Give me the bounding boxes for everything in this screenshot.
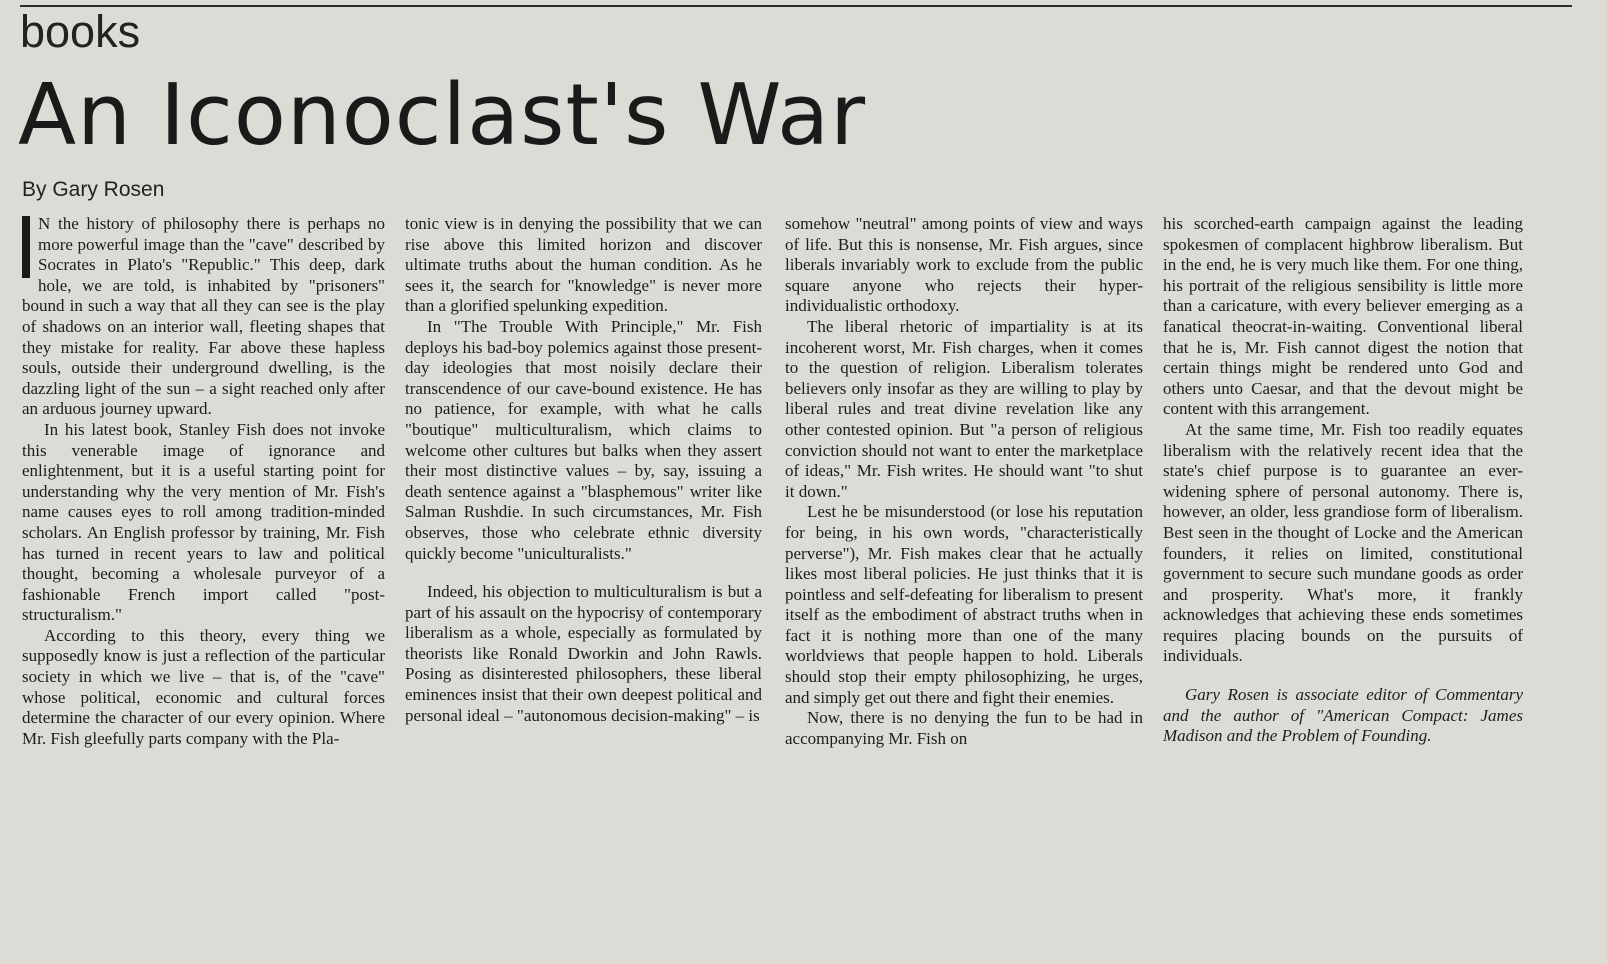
paragraph: tonic view is in denying the possibility that we can rise above this limited horizon and discover ultimate truths about the human condition. As he sees it, the search for "knowledge" is never more than a glorified spelunking expedition. — [405, 214, 762, 316]
article-headline: An Iconoclast's War — [18, 66, 867, 165]
paragraph: The liberal rhetoric of impartiality is at its incoherent worst, Mr. Fish charges, when it comes to the question of religion. Liberalism tolerates believers only insofar as they are willing to play by liberal rules and treat divine revelation like any other contested opinion. But "a person of religious conviction should not want to enter the marketplace of ideas," Mr. Fish writes. He should want "to shut it down." — [785, 316, 1143, 501]
article-column-1 — [22, 214, 385, 954]
article-column-2 — [405, 214, 762, 954]
top-rule — [20, 5, 1572, 7]
paragraph: his scorched-earth campaign against the leading spokesmen of complacent highbrow liberalism. But in the end, he is very much like them. For one thing, his portrait of the religious sensibility is little more than a caricature, with every believer emerging as a fanatical theocrat-in-waiting. Conventional liberal that he is, Mr. Fish cannot digest the notion that certain things might be rendered unto God and others unto Caesar, and that the devout might be content with this arrangement. — [1163, 214, 1523, 419]
paragraph: At the same time, Mr. Fish too readily equates liberalism with the relatively recent idea that the state's chief purpose is to guarantee an ever-widening sphere of personal autonomy. There is, however, an older, less grandiose form of liberalism. Best seen in the thought of Locke and the American founders, it relies on limited, constitutional government to secure such mundane goods as order and prosperity. What's more, it frankly acknowledges that achieving these ends sometimes requires placing bounds on the pursuits of individuals. — [1163, 419, 1523, 666]
paragraph: N the history of philosophy there is perhaps no more powerful image than the "cave" described by Socrates in Plato's "Republic." This deep, dark hole, we are told, is inhabited by "prisoners" bound in such a way that all they can see is the play of shadows on an interior wall, fleeting shapes that they mistake for reality. Far above these hapless souls, outside their underground dwelling, is the dazzling light of the sun – a sight reached only after an arduous journey upward. — [22, 214, 385, 419]
paragraph: somehow "neutral" among points of view and ways of life. But this is nonsense, Mr. Fish argues, since liberals invariably work to exclude from the public square anyone who rejects their hyper-individualistic orthodoxy. — [785, 214, 1143, 316]
paragraph: In "The Trouble With Principle," Mr. Fish deploys his bad-boy polemics against those present-day ideologies that most noisily declare their transcendence of our cave-bound existence. He has no patience, for example, with what he calls "boutique" multiculturalism, which claims to welcome other cultures but balks when they assert their most distinctive values – by, say, issuing a death sentence against a "blasphemous" writer like Salman Rushdie. In such circumstances, Mr. Fish observes, those who celebrate ethnic diversity quickly become "uniculturalists." — [405, 316, 762, 563]
paragraph: Indeed, his objection to multiculturalism is but a part of his assault on the hypocrisy of contemporary liberalism as a whole, especially as formulated by theorists like Ronald Dworkin and John Rawls. Posing as disinterested philosophers, these liberal eminences insist that their own deepest political and personal ideal – "autonomous decision-making" – is — [405, 582, 762, 725]
paragraph: Lest he be misunderstood (or lose his reputation for being, in his own words, "characteristically perverse"), Mr. Fish makes clear that he actually likes most liberal policies. He just thinks that it is pointless and self-defeating for liberalism to present itself as the embodiment of abstract truths when in fact it is nothing more than one of the many worldviews that people happen to hold. Liberals should stop their empty philosophizing, he urges, and simply get out there and fight their enemies. — [785, 502, 1143, 707]
article-column-4 — [1163, 214, 1523, 954]
paragraph: In his latest book, Stanley Fish does not invoke this venerable image of ignorance and enlightenment, but it is a useful starting point for understanding why the very mention of Mr. Fish's name causes eyes to roll among tradition-minded scholars. An English professor by training, Mr. Fish has turned in recent years to law and political thought, becoming a wholesale purveyor of a fashionable French import called "post-structuralism." — [22, 419, 385, 625]
drop-cap — [22, 216, 30, 278]
paragraph: According to this theory, every thing we supposedly know is just a reflection of the particular society in which we live – that is, of the "cave" whose political, economic and cultural forces determine the character of our every opinion. Where Mr. Fish gleefully parts company with the Pla- — [22, 625, 385, 748]
author-bio: Gary Rosen is associate editor of Commentary and the author of "American Compact: James Madison and the Problem of Founding. — [1163, 685, 1523, 746]
paragraph: Now, there is no denying the fun to be had in accompanying Mr. Fish on — [785, 708, 1143, 748]
article-column-3 — [785, 214, 1143, 954]
byline: By Gary Rosen — [22, 178, 165, 201]
section-label: books — [20, 6, 141, 57]
